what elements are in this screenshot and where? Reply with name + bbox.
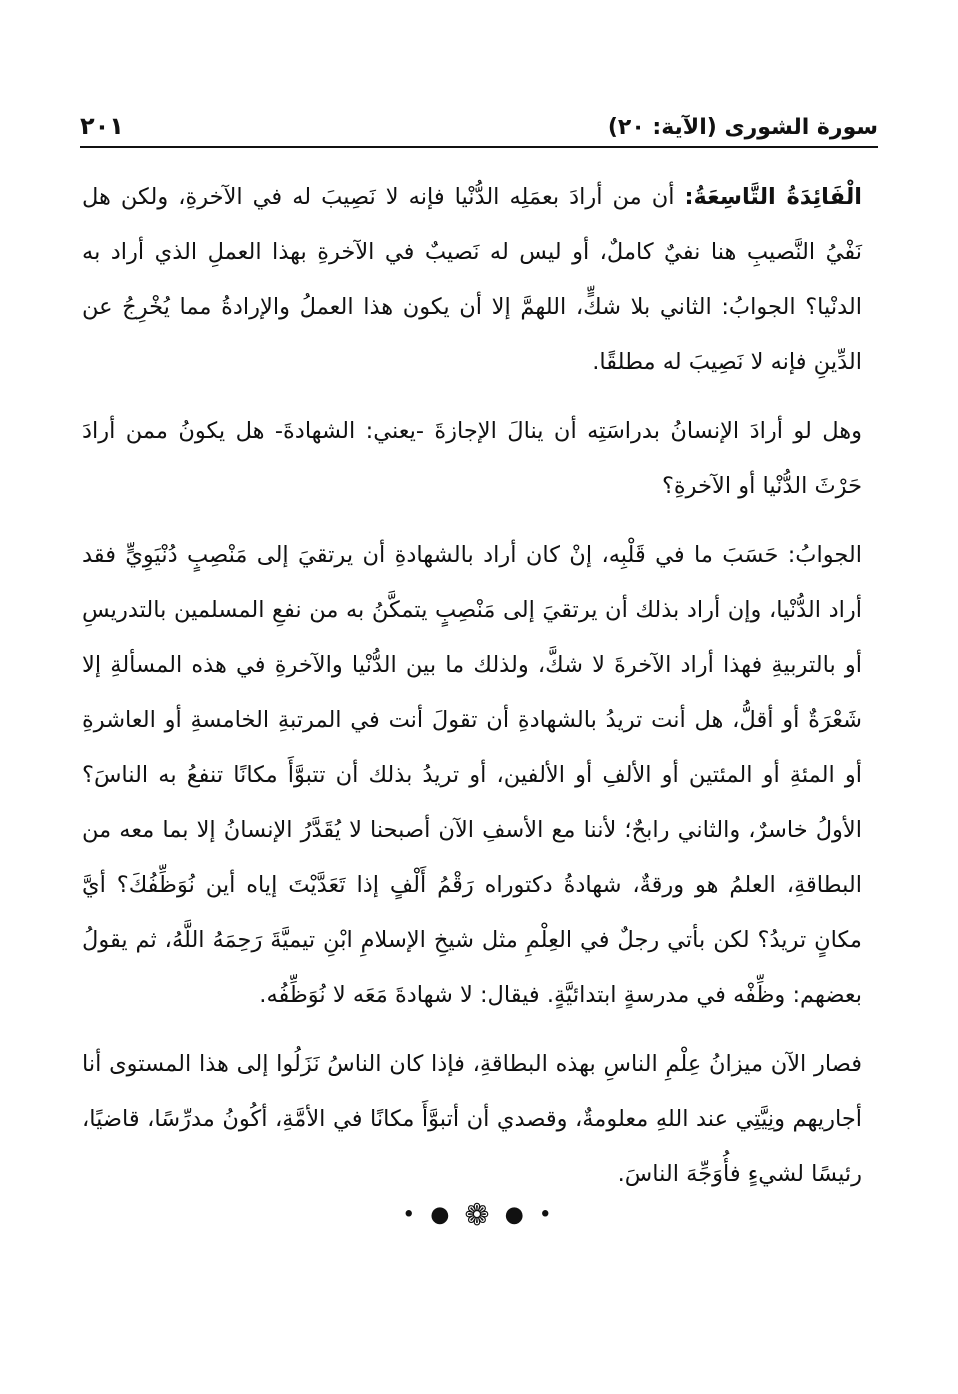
paragraph-text: فصار الآن ميزانُ عِلْمِ الناسِ بهذه البطاقةِ، فإذا كان الناسُ نَزَلُوا إلى هذا المستوى أنا أجاريهم ونِيَّتِي عند اللهِ معلومةٌ، وقصدي أن أتبوَّأَ مكانًا في الأمَّةِ، أكُونُ مدرِّسًا، قاضيًا، رئيسًا لشيءٍ فأُوَجِّهَ الناسَ.: [82, 1051, 862, 1187]
surah-title: سورة الشورى (الآية: ٢٠): [607, 115, 878, 140]
paragraph-conclusion: [82, 1037, 862, 1202]
page-header: [80, 96, 878, 148]
paragraph-ninth-benefit: [82, 170, 862, 390]
paragraph-question: [82, 404, 862, 514]
ornament-dots-left: • ●: [402, 1202, 454, 1228]
paragraph-text: الجوابُ: حَسَبَ ما في قَلْبِه، إنْ كان أراد بالشهادةِ أن يرتقيَ إلى مَنْصِبٍ دُنْيَوِيٍّ فقد أراد الدُّنْيا، وإن أراد بذلك أن يرتقيَ إلى مَنْصِبٍ يتمكَّنُ به من نفعِ المسلمين بالتدريسِ أو بالتربيةِ فهذا أراد الآخرةَ لا شكَّ، ولذلك ما بين الدُّنْيا والآخرةِ في هذه المسألةِ إلا شَعْرَةٌ أو أقلُّ، هل أنت تريدُ بالشهادةِ أن تقولَ أنت في المرتبةِ الخامسةِ أو العاشرةِ أو المئةِ أو المئتين أو الألفِ أو الألفين، أو تريدُ بذلك أن تتبوَّأَ مكانًا تنفعُ به الناسَ؟ الأولُ خاسرٌ، والثاني رابحٌ؛ لأننا مع الأسفِ الآن أصبحنا لا يُقَدَّرُ الإنسانُ إلا بما معه من البطاقةِ، العلمُ هو ورقةٌ، شهادةُ دكتوراه رَقْمُ أَلْفٍ إذا تَعَدَّيْتَ إياه أين نُوَظِّفُكَ؟ أيَّ مكانٍ تريدُ؟ لكن بأتي رجلٌ في العِلْمِ مثل شيخِ الإسلامِ ابْنِ تيميَّةَ رَحِمَهُ اللَّهُ، ثم يقولُ بعضهم: وظِّفْه في مدرسةٍ ابتدائيَّةٍ. فيقال: لا شهادةَ مَعَه لا نُوَظِّفُه.: [82, 542, 862, 1008]
paragraph-answer: [82, 528, 862, 1023]
flower-ornament-icon: ❁: [464, 1198, 494, 1233]
section-heading: الْفَائِدَةُ التَّاسِعَةُ:: [684, 184, 862, 210]
page-body: [82, 170, 862, 1216]
paragraph-text: أن من أرادَ بعمَلِه الدُّنْيا فإنه لا نَصِيبَ له في الآخرةِ، ولكن هل نَفْيُ النَّصيبِ هنا نفيٌ كاملٌ، أو ليس له نَصيبٌ في الآخرةِ بهذا العملِ الذي أراد به الدنْيا؟ الجوابُ: الثاني بلا شكٍّ، اللهمَّ إلا أن يكون هذا العملُ والإرادةُ مما يُخْرِجُ عن الدِّينِ فإنه لا نَصِيبَ له مطلقًا.: [82, 184, 862, 375]
page-number: ٢٠١: [80, 112, 124, 140]
section-end-ornament: [0, 1198, 958, 1233]
paragraph-text: وهل لو أرادَ الإنسانُ بدراسَتِه أن ينالَ الإجازةَ -يعني: الشهادةَ- هل يكونُ ممن أرادَ حَرْثَ الدُّنْيا أو الآخرةِ؟: [82, 418, 862, 499]
ornament-dots-right: ● •: [504, 1202, 556, 1228]
